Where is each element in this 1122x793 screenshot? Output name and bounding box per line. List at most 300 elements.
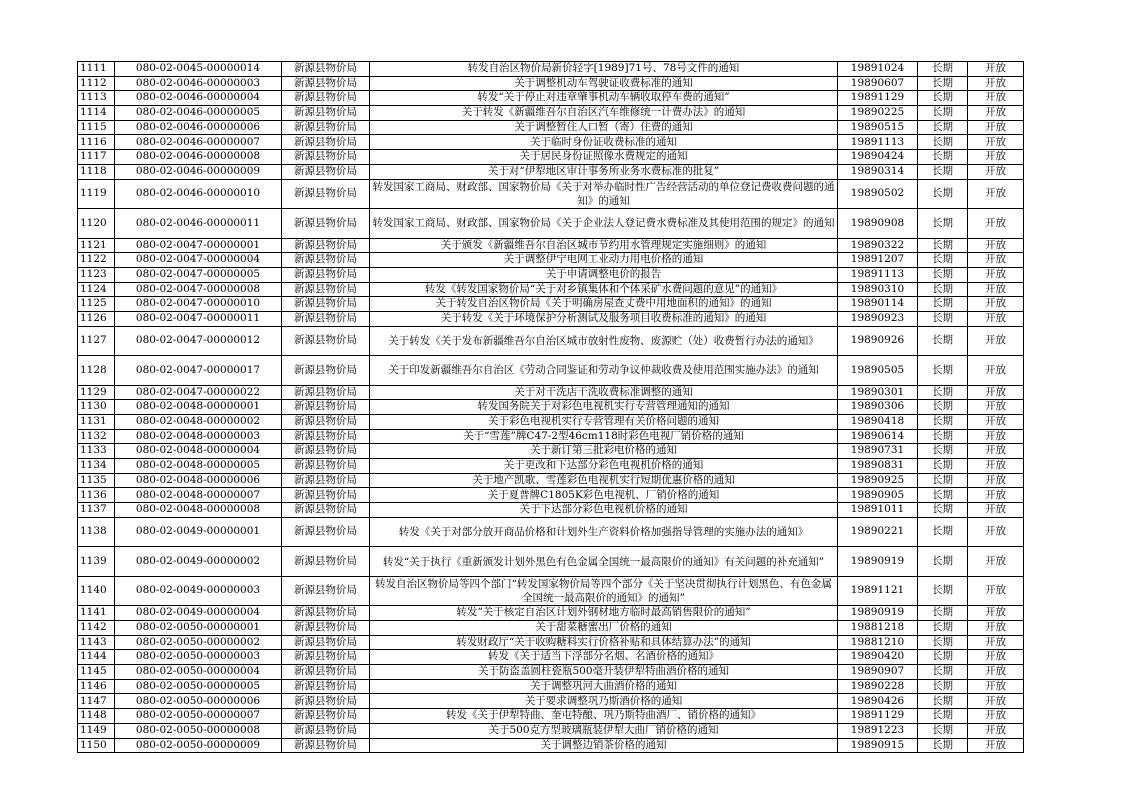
document-date-cell: 19890420 [838, 650, 918, 665]
access-status-cell: 开放 [968, 164, 1024, 179]
document-title-cell: 关于对干洗店干洗收费标准调整的通知 [370, 385, 838, 400]
archive-code-cell: 080-02-0047-00000010 [115, 297, 282, 312]
access-status-cell: 开放 [968, 517, 1024, 547]
table-row [78, 120, 1024, 135]
document-title-cell: 关于更改和下达部分彩色电视机价格的通知 [370, 459, 838, 474]
archive-code-cell: 080-02-0047-00000011 [115, 311, 282, 326]
table-row [78, 723, 1024, 738]
table-row [78, 517, 1024, 547]
retention-term-cell: 长期 [918, 576, 968, 606]
access-status-cell: 开放 [968, 709, 1024, 724]
document-title-cell: 关于“雪莲”牌C47-2型46cm118时彩色电视厂销价格的通知 [370, 429, 838, 444]
archive-code-cell: 080-02-0047-00000022 [115, 385, 282, 400]
retention-term-cell: 长期 [918, 650, 968, 665]
document-title-cell: 关于调整伊宁电网工业动力用电价格的通知 [370, 253, 838, 268]
archive-code-cell: 080-02-0046-00000007 [115, 135, 282, 150]
archive-code-cell: 080-02-0050-00000005 [115, 679, 282, 694]
document-date-cell: 19890731 [838, 444, 918, 459]
document-date-cell: 19890831 [838, 459, 918, 474]
access-status-cell: 开放 [968, 91, 1024, 106]
archive-code-cell: 080-02-0046-00000003 [115, 76, 282, 91]
row-number-cell: 1113 [78, 91, 115, 106]
row-number-cell: 1136 [78, 488, 115, 503]
table-row [78, 621, 1024, 636]
table-row [78, 679, 1024, 694]
document-title-cell: 转发“关于核定自治区计划外钢材地方临时最高销售限价的通知” [370, 606, 838, 621]
document-date-cell: 19890505 [838, 356, 918, 386]
access-status-cell: 开放 [968, 297, 1024, 312]
document-date-cell: 19890614 [838, 429, 918, 444]
organization-cell: 新源县物价局 [282, 385, 370, 400]
row-number-cell: 1146 [78, 679, 115, 694]
document-title-cell: 转发《转发国家物价局“关于对乡镇集体和个体采矿水费问题的意见”的通知》 [370, 282, 838, 297]
retention-term-cell: 长期 [918, 429, 968, 444]
access-status-cell: 开放 [968, 120, 1024, 135]
table-row [78, 253, 1024, 268]
row-number-cell: 1117 [78, 150, 115, 165]
row-number-cell: 1114 [78, 106, 115, 121]
archive-code-cell: 080-02-0050-00000009 [115, 738, 282, 753]
document-title-cell: 关于转发《新疆维吾尔自治区汽车维修统一计费办法》的通知 [370, 106, 838, 121]
retention-term-cell: 长期 [918, 517, 968, 547]
row-number-cell: 1137 [78, 503, 115, 518]
access-status-cell: 开放 [968, 621, 1024, 636]
row-number-cell: 1149 [78, 723, 115, 738]
retention-term-cell: 长期 [918, 665, 968, 680]
retention-term-cell: 长期 [918, 415, 968, 430]
retention-term-cell: 长期 [918, 297, 968, 312]
document-title-cell: 关于甜菜糖蜜出厂价格的通知 [370, 621, 838, 636]
document-title-cell: 关于夏普牌C1805K彩色电视机、厂销价格的通知 [370, 488, 838, 503]
document-title-cell: 关于转发自治区物价局《关于明确房屋查丈费中用地面积的通知》的通知 [370, 297, 838, 312]
table-row [78, 76, 1024, 91]
document-date-cell: 19890424 [838, 150, 918, 165]
table-row [78, 179, 1024, 209]
row-number-cell: 1135 [78, 473, 115, 488]
document-title-cell: 转发“关于执行《重新颁发计划外黑色有色金属全国统一最高限价的通知》有关问题的补充通知” [370, 547, 838, 577]
access-status-cell: 开放 [968, 488, 1024, 503]
archive-code-cell: 080-02-0050-00000008 [115, 723, 282, 738]
row-number-cell: 1141 [78, 606, 115, 621]
document-title-cell: 转发自治区物价局新价轻字[1989]71号、78号文件的通知 [370, 62, 838, 77]
organization-cell: 新源县物价局 [282, 267, 370, 282]
document-date-cell: 19890310 [838, 282, 918, 297]
row-number-cell: 1138 [78, 517, 115, 547]
organization-cell: 新源县物价局 [282, 282, 370, 297]
document-title-cell: 关于转发《关于发布新疆维吾尔自治区城市放射性废物、废源贮（处）收费暂行办法的通知》 [370, 326, 838, 356]
document-date-cell: 19891129 [838, 91, 918, 106]
retention-term-cell: 长期 [918, 120, 968, 135]
organization-cell: 新源县物价局 [282, 179, 370, 209]
document-title-cell: 关于500克方型玻璃瓶装伊犁大曲厂销价格的通知 [370, 723, 838, 738]
table-row [78, 106, 1024, 121]
access-status-cell: 开放 [968, 282, 1024, 297]
table-row [78, 400, 1024, 415]
row-number-cell: 1118 [78, 164, 115, 179]
organization-cell: 新源县物价局 [282, 635, 370, 650]
document-title-cell: 关于颁发《新疆维吾尔自治区城市节约用水管理规定实施细则》的通知 [370, 238, 838, 253]
retention-term-cell: 长期 [918, 209, 968, 239]
access-status-cell: 开放 [968, 473, 1024, 488]
access-status-cell: 开放 [968, 547, 1024, 577]
retention-term-cell: 长期 [918, 179, 968, 209]
access-status-cell: 开放 [968, 209, 1024, 239]
document-title-cell: 关于调整巩河大曲酒价格的通知 [370, 679, 838, 694]
table-row [78, 267, 1024, 282]
archive-code-cell: 080-02-0050-00000003 [115, 650, 282, 665]
table-row [78, 488, 1024, 503]
row-number-cell: 1115 [78, 120, 115, 135]
access-status-cell: 开放 [968, 576, 1024, 606]
document-title-cell: 关于临时身份证收费标准的通知 [370, 135, 838, 150]
archive-code-cell: 080-02-0048-00000007 [115, 488, 282, 503]
organization-cell: 新源县物价局 [282, 621, 370, 636]
access-status-cell: 开放 [968, 135, 1024, 150]
organization-cell: 新源县物价局 [282, 400, 370, 415]
row-number-cell: 1142 [78, 621, 115, 636]
archive-table [77, 61, 1024, 753]
organization-cell: 新源县物价局 [282, 91, 370, 106]
document-title-cell: 转发国家工商局、财政部、国家物价局《关于企业法人登记费水费标准及其使用范围的规定》的通知 [370, 209, 838, 239]
archive-code-cell: 080-02-0048-00000002 [115, 415, 282, 430]
document-title-cell: 关于调整暂住人口暂（寄）住费的通知 [370, 120, 838, 135]
table-row [78, 606, 1024, 621]
document-date-cell: 19890907 [838, 665, 918, 680]
document-date-cell: 19890926 [838, 326, 918, 356]
organization-cell: 新源县物价局 [282, 709, 370, 724]
retention-term-cell: 长期 [918, 738, 968, 753]
retention-term-cell: 长期 [918, 473, 968, 488]
document-date-cell: 19891011 [838, 503, 918, 518]
organization-cell: 新源县物价局 [282, 679, 370, 694]
row-number-cell: 1123 [78, 267, 115, 282]
table-row [78, 326, 1024, 356]
table-row [78, 738, 1024, 753]
row-number-cell: 1144 [78, 650, 115, 665]
archive-code-cell: 080-02-0045-00000014 [115, 62, 282, 77]
retention-term-cell: 长期 [918, 150, 968, 165]
archive-code-cell: 080-02-0049-00000002 [115, 547, 282, 577]
document-date-cell: 19890221 [838, 517, 918, 547]
document-date-cell: 19890915 [838, 738, 918, 753]
access-status-cell: 开放 [968, 738, 1024, 753]
table-row [78, 150, 1024, 165]
table-row [78, 238, 1024, 253]
archive-code-cell: 080-02-0050-00000006 [115, 694, 282, 709]
document-date-cell: 19890418 [838, 415, 918, 430]
table-row [78, 650, 1024, 665]
table-row [78, 282, 1024, 297]
document-title-cell: 关于彩色电视机实行专营管理有关价格问题的通知 [370, 415, 838, 430]
row-number-cell: 1131 [78, 415, 115, 430]
organization-cell: 新源县物价局 [282, 459, 370, 474]
archive-code-cell: 080-02-0046-00000005 [115, 106, 282, 121]
retention-term-cell: 长期 [918, 91, 968, 106]
access-status-cell: 开放 [968, 723, 1024, 738]
organization-cell: 新源县物价局 [282, 253, 370, 268]
access-status-cell: 开放 [968, 429, 1024, 444]
document-title-cell: 关于防盗盖圆柱瓷瓶500毫升装伊犁特曲酒价格的通知 [370, 665, 838, 680]
retention-term-cell: 长期 [918, 238, 968, 253]
access-status-cell: 开放 [968, 400, 1024, 415]
row-number-cell: 1125 [78, 297, 115, 312]
archive-code-cell: 080-02-0047-00000005 [115, 267, 282, 282]
document-date-cell: 19891121 [838, 576, 918, 606]
document-date-cell: 19891223 [838, 723, 918, 738]
access-status-cell: 开放 [968, 415, 1024, 430]
document-date-cell: 19890923 [838, 311, 918, 326]
document-title-cell: 关于对“伊犁地区审计事务所业务水费标准的批复” [370, 164, 838, 179]
table-row [78, 547, 1024, 577]
row-number-cell: 1139 [78, 547, 115, 577]
row-number-cell: 1129 [78, 385, 115, 400]
organization-cell: 新源县物价局 [282, 503, 370, 518]
document-date-cell: 19890919 [838, 547, 918, 577]
organization-cell: 新源县物价局 [282, 665, 370, 680]
document-title-cell: 关于下达部分彩色电视机价格的通知 [370, 503, 838, 518]
document-title-cell: 关于地产凯歌、雪莲彩色电视机实行短期优惠价格的通知 [370, 473, 838, 488]
archive-code-cell: 080-02-0048-00000008 [115, 503, 282, 518]
table-row [78, 473, 1024, 488]
access-status-cell: 开放 [968, 267, 1024, 282]
organization-cell: 新源县物价局 [282, 473, 370, 488]
document-date-cell: 19890925 [838, 473, 918, 488]
access-status-cell: 开放 [968, 62, 1024, 77]
organization-cell: 新源县物价局 [282, 209, 370, 239]
archive-code-cell: 080-02-0046-00000009 [115, 164, 282, 179]
organization-cell: 新源县物价局 [282, 488, 370, 503]
archive-code-cell: 080-02-0047-00000008 [115, 282, 282, 297]
document-title-cell: 转发《关于适当下浮部分名烟、名酒价格的通知》 [370, 650, 838, 665]
document-title-cell: 关于要求调整巩乃斯酒价格的通知 [370, 694, 838, 709]
access-status-cell: 开放 [968, 356, 1024, 386]
document-title-cell: 关于转发《关于环境保护分析测试及服务项目收费标准的通知》的通知 [370, 311, 838, 326]
organization-cell: 新源县物价局 [282, 694, 370, 709]
document-date-cell: 19890515 [838, 120, 918, 135]
retention-term-cell: 长期 [918, 503, 968, 518]
organization-cell: 新源县物价局 [282, 650, 370, 665]
access-status-cell: 开放 [968, 444, 1024, 459]
row-number-cell: 1124 [78, 282, 115, 297]
row-number-cell: 1130 [78, 400, 115, 415]
retention-term-cell: 长期 [918, 164, 968, 179]
organization-cell: 新源县物价局 [282, 106, 370, 121]
table-row [78, 62, 1024, 77]
retention-term-cell: 长期 [918, 106, 968, 121]
row-number-cell: 1122 [78, 253, 115, 268]
table-row [78, 694, 1024, 709]
organization-cell: 新源县物价局 [282, 62, 370, 77]
access-status-cell: 开放 [968, 679, 1024, 694]
row-number-cell: 1120 [78, 209, 115, 239]
table-row [78, 91, 1024, 106]
table-body [78, 62, 1024, 753]
organization-cell: 新源县物价局 [282, 517, 370, 547]
row-number-cell: 1126 [78, 311, 115, 326]
document-date-cell: 19891113 [838, 135, 918, 150]
document-date-cell: 19890314 [838, 164, 918, 179]
document-title-cell: 关于调整机动车驾驶证收费标准的通知 [370, 76, 838, 91]
row-number-cell: 1128 [78, 356, 115, 386]
organization-cell: 新源县物价局 [282, 606, 370, 621]
access-status-cell: 开放 [968, 606, 1024, 621]
retention-term-cell: 长期 [918, 635, 968, 650]
archive-code-cell: 080-02-0046-00000010 [115, 179, 282, 209]
table-row [78, 356, 1024, 386]
table-row [78, 209, 1024, 239]
retention-term-cell: 长期 [918, 282, 968, 297]
retention-term-cell: 长期 [918, 723, 968, 738]
document-date-cell: 19890426 [838, 694, 918, 709]
access-status-cell: 开放 [968, 179, 1024, 209]
access-status-cell: 开放 [968, 635, 1024, 650]
retention-term-cell: 长期 [918, 253, 968, 268]
retention-term-cell: 长期 [918, 356, 968, 386]
document-date-cell: 19891113 [838, 267, 918, 282]
organization-cell: 新源县物价局 [282, 120, 370, 135]
archive-code-cell: 080-02-0046-00000011 [115, 209, 282, 239]
document-title-cell: 转发“关于停止对违章肇事机动车辆收取停车费的通知” [370, 91, 838, 106]
document-date-cell: 19891024 [838, 62, 918, 77]
row-number-cell: 1127 [78, 326, 115, 356]
archive-code-cell: 080-02-0046-00000006 [115, 120, 282, 135]
access-status-cell: 开放 [968, 76, 1024, 91]
organization-cell: 新源县物价局 [282, 297, 370, 312]
retention-term-cell: 长期 [918, 606, 968, 621]
document-date-cell: 19890905 [838, 488, 918, 503]
table-row [78, 444, 1024, 459]
retention-term-cell: 长期 [918, 62, 968, 77]
access-status-cell: 开放 [968, 385, 1024, 400]
archive-code-cell: 080-02-0047-00000012 [115, 326, 282, 356]
access-status-cell: 开放 [968, 503, 1024, 518]
archive-code-cell: 080-02-0049-00000001 [115, 517, 282, 547]
table-row [78, 665, 1024, 680]
table-row [78, 415, 1024, 430]
row-number-cell: 1134 [78, 459, 115, 474]
archive-code-cell: 080-02-0046-00000004 [115, 91, 282, 106]
row-number-cell: 1111 [78, 62, 115, 77]
table-row [78, 385, 1024, 400]
retention-term-cell: 长期 [918, 621, 968, 636]
retention-term-cell: 长期 [918, 488, 968, 503]
document-title-cell: 转发国务院关于对彩色电视机实行专营管理通知的通知 [370, 400, 838, 415]
archive-code-cell: 080-02-0050-00000001 [115, 621, 282, 636]
document-date-cell: 19890502 [838, 179, 918, 209]
retention-term-cell: 长期 [918, 311, 968, 326]
retention-term-cell: 长期 [918, 547, 968, 577]
row-number-cell: 1140 [78, 576, 115, 606]
organization-cell: 新源县物价局 [282, 547, 370, 577]
access-status-cell: 开放 [968, 650, 1024, 665]
row-number-cell: 1147 [78, 694, 115, 709]
table-row [78, 503, 1024, 518]
archive-code-cell: 080-02-0048-00000001 [115, 400, 282, 415]
document-date-cell: 19890322 [838, 238, 918, 253]
retention-term-cell: 长期 [918, 459, 968, 474]
organization-cell: 新源县物价局 [282, 415, 370, 430]
retention-term-cell: 长期 [918, 694, 968, 709]
document-title-cell: 转发国家工商局、财政部、国家物价局《关于对举办临时性广告经营活动的单位登记费收费问题的通知》的通知 [370, 179, 838, 209]
table-row [78, 459, 1024, 474]
organization-cell: 新源县物价局 [282, 576, 370, 606]
archive-code-cell: 080-02-0050-00000002 [115, 635, 282, 650]
row-number-cell: 1143 [78, 635, 115, 650]
document-title-cell: 转发《关于对部分放开商品价格和计划外生产资料价格加强指导管理的实施办法的通知》 [370, 517, 838, 547]
archive-code-cell: 080-02-0049-00000004 [115, 606, 282, 621]
access-status-cell: 开放 [968, 311, 1024, 326]
retention-term-cell: 长期 [918, 679, 968, 694]
access-status-cell: 开放 [968, 665, 1024, 680]
access-status-cell: 开放 [968, 238, 1024, 253]
archive-code-cell: 080-02-0048-00000004 [115, 444, 282, 459]
organization-cell: 新源县物价局 [282, 76, 370, 91]
retention-term-cell: 长期 [918, 400, 968, 415]
document-title-cell: 转发财政厅“关于收购糖料实行价格补贴和具体结算办法”的通知 [370, 635, 838, 650]
retention-term-cell: 长期 [918, 444, 968, 459]
archive-code-cell: 080-02-0046-00000008 [115, 150, 282, 165]
row-number-cell: 1112 [78, 76, 115, 91]
archive-code-cell: 080-02-0048-00000005 [115, 459, 282, 474]
organization-cell: 新源县物价局 [282, 429, 370, 444]
document-date-cell: 19890301 [838, 385, 918, 400]
document-date-cell: 19881218 [838, 621, 918, 636]
table-row [78, 311, 1024, 326]
organization-cell: 新源县物价局 [282, 311, 370, 326]
row-number-cell: 1119 [78, 179, 115, 209]
document-date-cell: 19890225 [838, 106, 918, 121]
organization-cell: 新源县物价局 [282, 444, 370, 459]
organization-cell: 新源县物价局 [282, 723, 370, 738]
archive-code-cell: 080-02-0047-00000017 [115, 356, 282, 386]
document-date-cell: 19890908 [838, 209, 918, 239]
organization-cell: 新源县物价局 [282, 150, 370, 165]
document-date-cell: 19890228 [838, 679, 918, 694]
row-number-cell: 1133 [78, 444, 115, 459]
access-status-cell: 开放 [968, 459, 1024, 474]
archive-code-cell: 080-02-0050-00000007 [115, 709, 282, 724]
table-row [78, 709, 1024, 724]
archive-code-cell: 080-02-0050-00000004 [115, 665, 282, 680]
row-number-cell: 1148 [78, 709, 115, 724]
table-row [78, 635, 1024, 650]
archive-code-cell: 080-02-0048-00000003 [115, 429, 282, 444]
document-date-cell: 19891207 [838, 253, 918, 268]
row-number-cell: 1121 [78, 238, 115, 253]
organization-cell: 新源县物价局 [282, 135, 370, 150]
document-date-cell: 19890306 [838, 400, 918, 415]
table-row [78, 164, 1024, 179]
retention-term-cell: 长期 [918, 709, 968, 724]
archive-code-cell: 080-02-0047-00000001 [115, 238, 282, 253]
archive-code-cell: 080-02-0049-00000003 [115, 576, 282, 606]
access-status-cell: 开放 [968, 253, 1024, 268]
organization-cell: 新源县物价局 [282, 356, 370, 386]
access-status-cell: 开放 [968, 150, 1024, 165]
table-row [78, 429, 1024, 444]
table-row [78, 576, 1024, 606]
table-row [78, 135, 1024, 150]
retention-term-cell: 长期 [918, 326, 968, 356]
document-title-cell: 关于居民身份证照像水费规定的通知 [370, 150, 838, 165]
document-title-cell: 转发自治区物价局等四个部门“转发国家物价局等四个部分《关于坚决贯彻执行计划黑色、有色金属全国统一最高限价的通知》的通知” [370, 576, 838, 606]
organization-cell: 新源县物价局 [282, 326, 370, 356]
document-date-cell: 19881210 [838, 635, 918, 650]
access-status-cell: 开放 [968, 106, 1024, 121]
retention-term-cell: 长期 [918, 385, 968, 400]
retention-term-cell: 长期 [918, 267, 968, 282]
access-status-cell: 开放 [968, 326, 1024, 356]
